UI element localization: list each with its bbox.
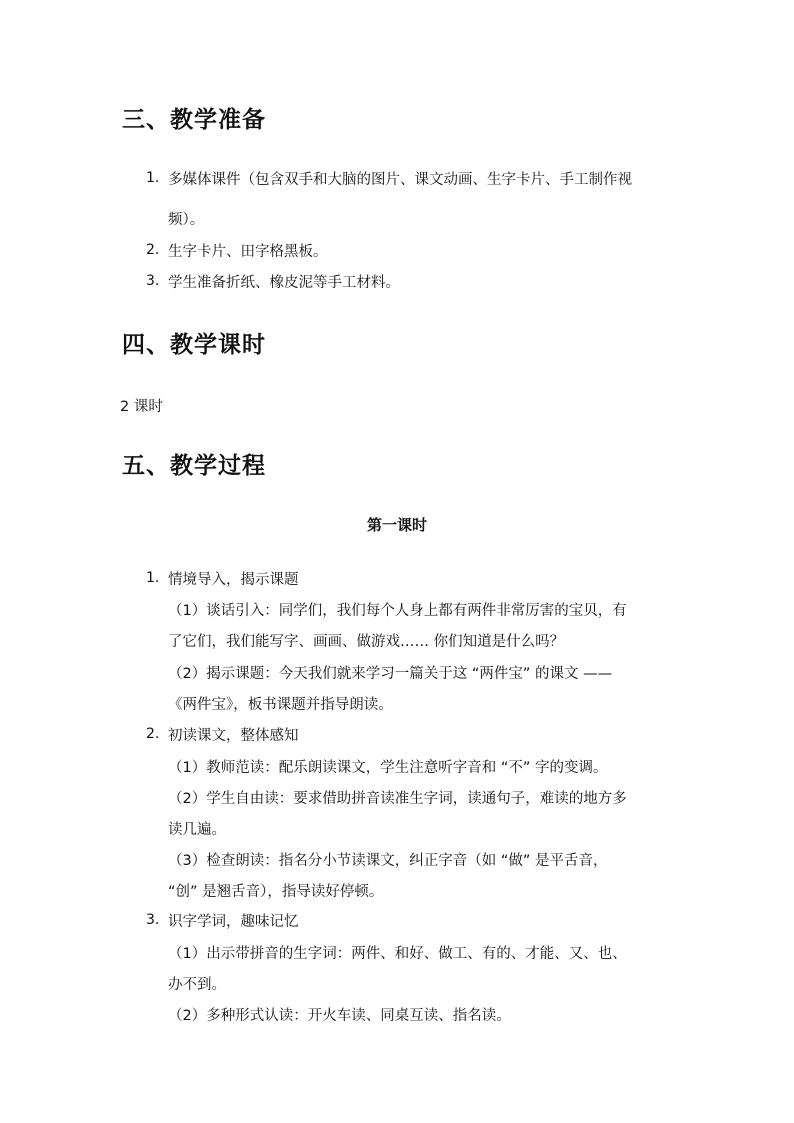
step-paragraph: （1）教师范读：配乐朗读课文，学生注意听字音和 “不” 字的变调。 bbox=[168, 760, 608, 776]
step-paragraph-cont: “创” 是翘舌音），指导读好停顿。 bbox=[168, 884, 384, 900]
step-paragraph-cont: 了它们，我们能写字、画画、做游戏…… 你们知道是什么吗？ bbox=[168, 634, 565, 650]
step-paragraph: （1）出示带拼音的生字词：两件、和好、做工、有的、才能、又、也、 bbox=[168, 946, 627, 962]
step-number: 3. bbox=[146, 912, 160, 928]
step-number: 2. bbox=[146, 726, 160, 742]
step-paragraph-cont: 办不到。 bbox=[168, 977, 226, 993]
step-title: 情境导入，揭示课题 bbox=[168, 572, 299, 588]
step-title: 初读课文，整体感知 bbox=[168, 728, 299, 744]
section-heading-hours: 四、教学课时 bbox=[122, 332, 266, 358]
section-heading-process: 五、教学过程 bbox=[122, 453, 266, 479]
list-item-text: 多媒体课件（包含双手和大脑的图片、课文动画、生字卡片、手工制作视 bbox=[168, 172, 632, 188]
step-paragraph: （1）谈话引入：同学们，我们每个人身上都有两件非常厉害的宝贝，有 bbox=[168, 603, 627, 619]
step-paragraph-cont: 读几遍。 bbox=[168, 822, 226, 838]
list-item-number: 2. bbox=[146, 242, 160, 258]
step-number: 1. bbox=[146, 570, 160, 586]
step-paragraph-cont: 《两件宝》，板书课题并指导朗读。 bbox=[168, 697, 393, 713]
list-item-number: 3. bbox=[146, 273, 160, 289]
class-hours-text: 2 课时 bbox=[120, 399, 163, 415]
list-item-text-cont: 频）。 bbox=[168, 212, 205, 228]
list-item-text: 生字卡片、田字格黑板。 bbox=[168, 244, 328, 260]
step-paragraph: （2）多种形式认读：开火车读、同桌互读、指名读。 bbox=[168, 1008, 511, 1024]
step-paragraph: （2）学生自由读：要求借助拼音读准生字词，读通句子，难读的地方多 bbox=[168, 791, 627, 807]
step-paragraph: （2）揭示课题：今天我们就来学习一篇关于这 “两件宝” 的课文 —— bbox=[168, 666, 613, 682]
list-item-text: 学生准备折纸、橡皮泥等手工材料。 bbox=[168, 275, 400, 291]
step-paragraph: （3）检查朗读：指名分小节读课文，纠正字音（如 “做” 是平舌音， bbox=[168, 853, 608, 869]
lesson-subtitle: 第一课时 bbox=[366, 516, 427, 534]
step-title: 识字学词，趣味记忆 bbox=[168, 914, 299, 930]
section-heading-prep: 三、教学准备 bbox=[122, 107, 266, 133]
list-item-number: 1. bbox=[146, 170, 160, 186]
